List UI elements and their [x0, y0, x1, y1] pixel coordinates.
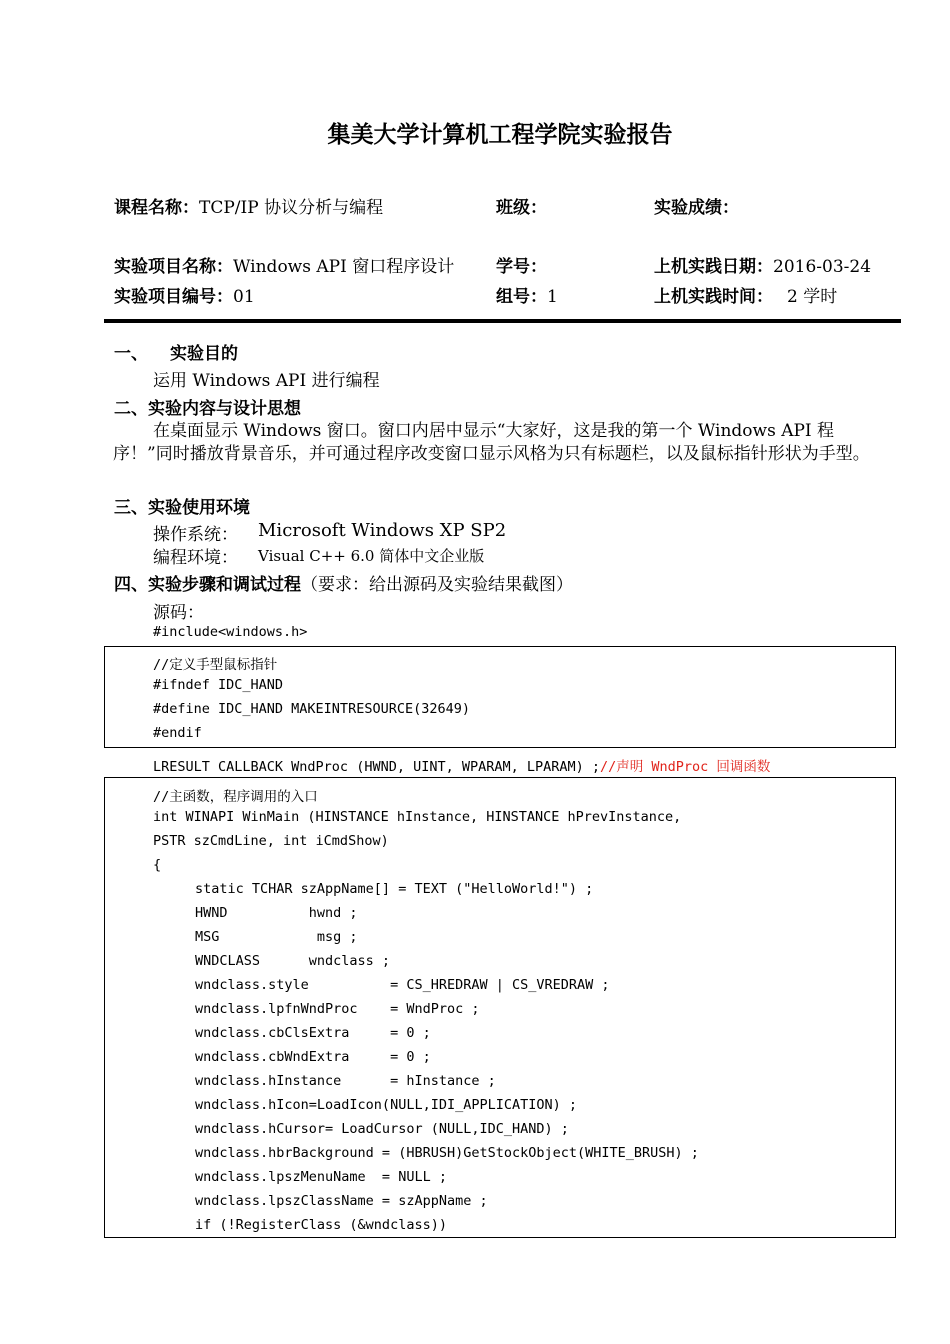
report-title: 集美大学计算机工程学院实验报告 — [327, 121, 673, 148]
ide-label: 编程环境： — [153, 548, 238, 568]
decl-code: LRESULT CALLBACK WndProc (HWND, UINT, WPARAM, LPARAM) ; — [153, 759, 601, 775]
section1-number: 一、 — [114, 344, 148, 364]
code-wndproc-decl — [153, 755, 770, 775]
course-value: TCP/IP 协议分析与编程 — [199, 198, 384, 218]
code-line: wndclass.hCursor= LoadCursor (NULL,IDC_HAND) ; — [195, 1121, 569, 1137]
code-line: wndclass.lpszMenuName = NULL ; — [195, 1169, 447, 1185]
project-name-field — [114, 252, 454, 277]
code-block-hand-cursor — [104, 646, 896, 748]
code-line: wndclass.hInstance = hInstance ; — [195, 1073, 496, 1089]
os-label: 操作系统： — [153, 525, 238, 545]
code-line: wndclass.lpfnWndProc = WndProc ; — [195, 1001, 480, 1017]
group-label: 组号： — [496, 287, 547, 307]
header-divider — [104, 319, 901, 323]
section1-text: 运用 Windows API 进行编程 — [153, 371, 380, 391]
code-line: WNDCLASS wndclass ; — [195, 953, 391, 969]
source-label: 源码： — [153, 603, 204, 623]
code-line: { — [153, 857, 162, 873]
code-block-winmain — [104, 777, 896, 1238]
time-label: 上机实践时间： — [654, 287, 773, 307]
code-line: int WINAPI WinMain (HINSTANCE hInstance, HINSTANCE hPrevInstance, — [153, 809, 682, 825]
code-line: wndclass.cbClsExtra = 0 ; — [195, 1025, 431, 1041]
student-no-label: 学号： — [496, 257, 547, 277]
code-line: wndclass.hIcon=LoadIcon(NULL,IDI_APPLICATION) ; — [195, 1097, 578, 1113]
time-field — [654, 282, 837, 307]
code-line: //定义手型鼠标指针 — [153, 657, 278, 673]
section3-title: 三、实验使用环境 — [114, 498, 250, 518]
code-include: #include<windows.h> — [153, 624, 308, 640]
class-label: 班级： — [496, 198, 547, 218]
code-line: MSG msg ; — [195, 929, 358, 945]
section2-text: 在桌面显示 Windows 窗口。窗口内居中显示“大家好，这是我的第一个 Windows API 程序！”同时播放背景音乐，并可通过程序改变窗口显示风格为只有标题栏，以及鼠标指针形状为手型。 — [113, 421, 870, 464]
code-line: wndclass.hbrBackground = (HBRUSH)GetStockObject(WHITE_BRUSH) ; — [195, 1145, 699, 1161]
code-line: #define IDC_HAND MAKEINTRESOURCE(32649) — [153, 701, 470, 717]
date-label: 上机实践日期： — [654, 257, 773, 277]
section4-note: （要求：给出源码及实验结果截图） — [301, 575, 573, 595]
course-field — [114, 193, 383, 218]
ide-value: Visual C++ 6.0 简体中文企业版 — [258, 547, 485, 565]
score-label: 实验成绩： — [654, 198, 739, 218]
course-label: 课程名称： — [114, 198, 199, 218]
time-value: 2 学时 — [787, 287, 838, 307]
date-value: 2016-03-24 — [773, 257, 872, 277]
os-value: Microsoft Windows XP SP2 — [258, 520, 507, 541]
code-line: static TCHAR szAppName[] = TEXT ("HelloWorld!") ; — [195, 881, 594, 897]
decl-comment: //声明 WndProc 回调函数 — [600, 759, 771, 775]
code-line: HWND hwnd ; — [195, 905, 358, 921]
code-line: #ifndef IDC_HAND — [153, 677, 284, 693]
project-no-value: 01 — [233, 287, 255, 307]
section4-heading — [114, 570, 573, 595]
section1-title: 实验目的 — [170, 344, 238, 364]
project-no-label: 实验项目编号： — [114, 287, 233, 307]
group-value: 1 — [547, 287, 558, 307]
code-line: //主函数，程序调用的入口 — [153, 789, 318, 805]
date-field — [654, 252, 871, 277]
code-line: wndclass.lpszClassName = szAppName ; — [195, 1193, 488, 1209]
code-line: #endif — [153, 725, 202, 741]
code-line: if (!RegisterClass (&wndclass)) — [195, 1217, 447, 1233]
section2-title: 二、实验内容与设计思想 — [114, 399, 301, 419]
project-no-field — [114, 282, 255, 307]
code-line: wndclass.cbWndExtra = 0 ; — [195, 1049, 431, 1065]
project-name-label: 实验项目名称： — [114, 257, 233, 277]
section4-title: 四、实验步骤和调试过程 — [114, 575, 301, 595]
group-field — [496, 282, 558, 307]
code-line: PSTR szCmdLine, int iCmdShow) — [153, 833, 389, 849]
code-line: wndclass.style = CS_HREDRAW | CS_VREDRAW ; — [195, 977, 610, 993]
project-name-value: Windows API 窗口程序设计 — [233, 257, 455, 277]
